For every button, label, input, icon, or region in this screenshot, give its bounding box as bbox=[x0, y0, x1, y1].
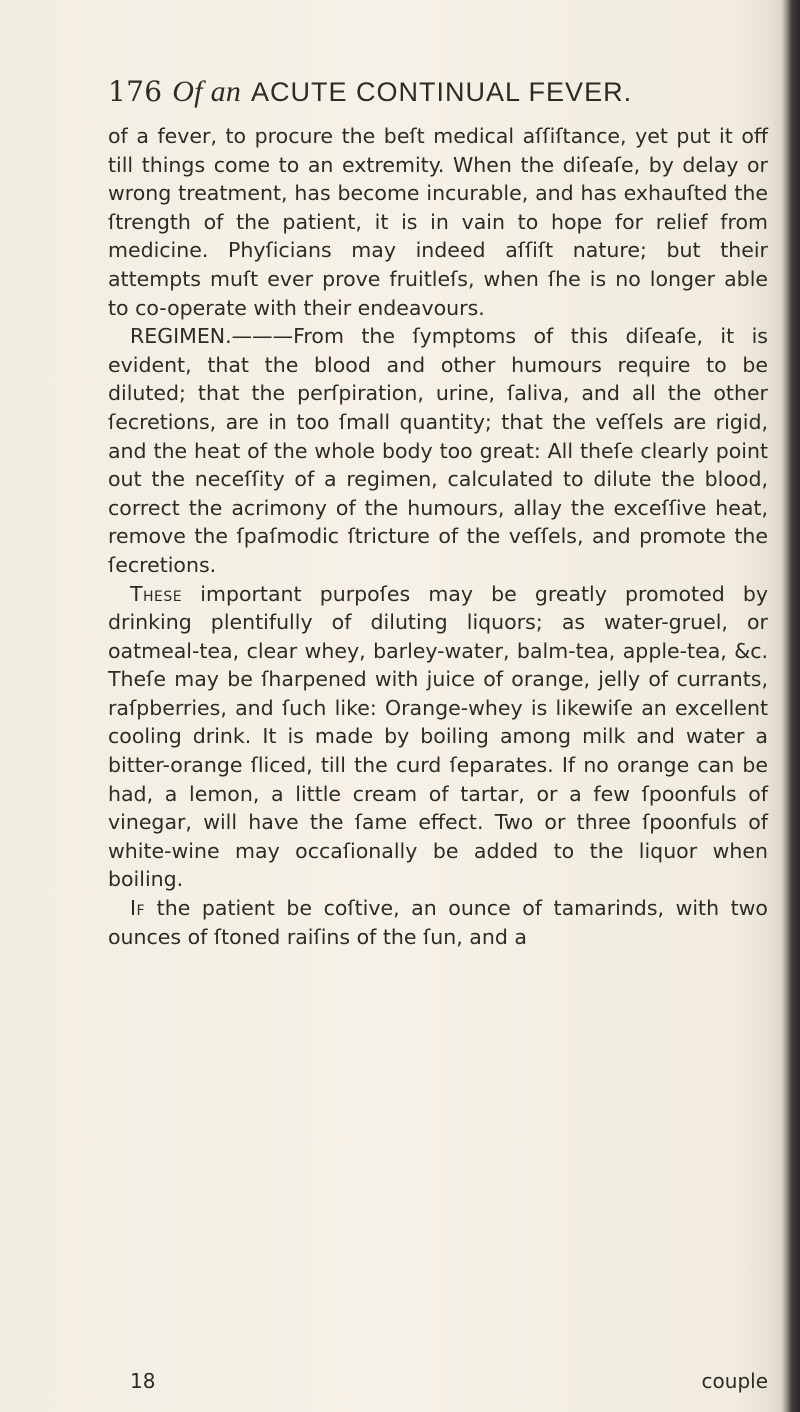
page-number: 176 bbox=[108, 75, 163, 108]
catchword: couple bbox=[701, 1369, 768, 1393]
body-text bbox=[108, 122, 768, 951]
page-edge-shadow bbox=[782, 0, 800, 1412]
heading-dash: ——— bbox=[231, 324, 294, 349]
paragraph-purposes bbox=[108, 580, 768, 895]
signature-mark: 18 bbox=[130, 1369, 156, 1393]
header-title: ACUTE CONTINUAL FEVER. bbox=[251, 77, 633, 107]
paragraph-costive bbox=[108, 894, 768, 951]
paragraph-regimen bbox=[108, 322, 768, 579]
running-header bbox=[108, 74, 768, 114]
regimen-text: From the ſymptoms of this diſeaſe, it is evident, that the blood and other humours require to be diluted; that the perſpiration, urine, ſaliva, and all the other ſecretions, are in too ſmall quantity; that the veſſels are rigid, and the heat of the whole body too great: All theſe clearly point out the neceſſity of a regimen, calculated to dilute the blood, correct the acrimony of the humours, allay the exceſſive heat, remove the ſpaſmodic ſtricture of the veſſels, and promote the ſecretions. bbox=[108, 324, 768, 577]
header-title-italic: Of an bbox=[172, 75, 242, 108]
paragraph-lead-if: If bbox=[130, 896, 146, 921]
page-footer bbox=[108, 1369, 768, 1399]
purposes-text: important purpoſes may be greatly promoted by drinking plentifully of diluting liquors; as water-gruel, or oatmeal-tea, clear whey, barley-water, balm-tea, apple-tea, &c. Theſe may be ſharpened with juice of orange, jelly of currants, raſpberries, and ſuch like: Orange-whey is likewiſe an excellent cooling drink. It is made by boiling among milk and water a bitter-orange ſliced, till the curd ſeparates. If no orange can be had, a lemon, a little cream of tartar, or a few ſpoonfuls of vinegar, will have the ſame effect. Two or three ſpoonfuls of white-wine may occaſionally be added to the liquor when boiling. bbox=[108, 581, 768, 892]
paragraph-1: of a fever, to procure the beſt medical aſſiſtance, yet put it off till things come to an extremity. When the diſeaſe, by delay or wrong treatment, has become incurable, and has exhauſted the ſtrength of the patient, it is in vain to hope for relief from medicine. Phyſicians may indeed aſſiſt nature; but their attempts muſt ever prove fruitleſs, when ſhe is no longer able to co-operate with their endeavours. bbox=[108, 124, 768, 320]
costive-text: the patient be coſtive, an ounce of tamarinds, with two ounces of ſtoned raiſins of the ſun, and a bbox=[108, 896, 768, 949]
regimen-heading: REGIMEN. bbox=[130, 324, 232, 349]
paragraph-lead: These bbox=[130, 581, 183, 606]
